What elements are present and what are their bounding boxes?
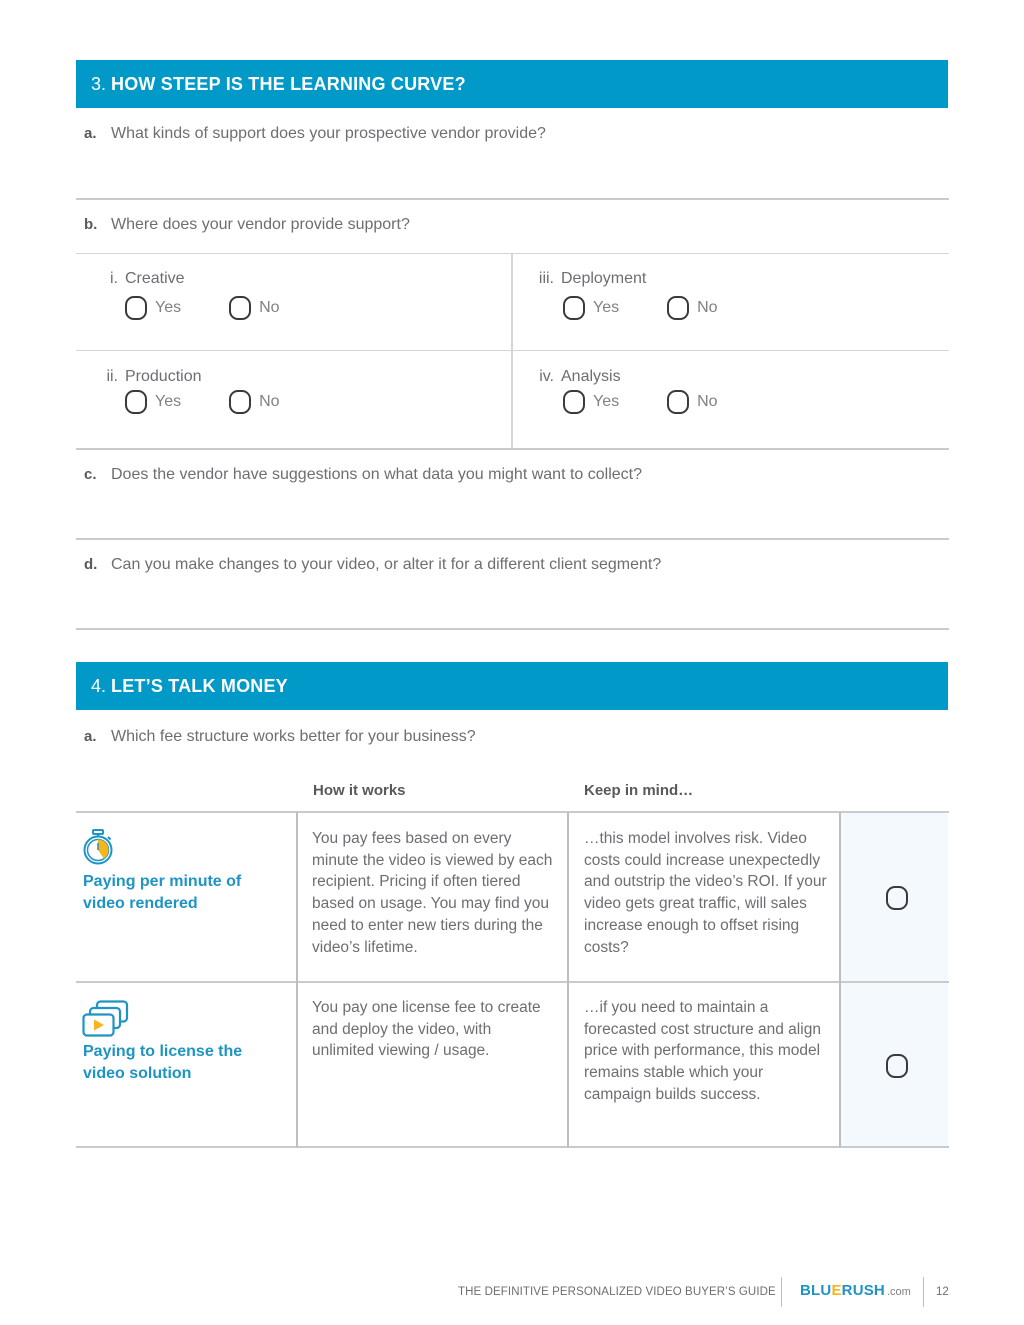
section-number: 4.: [91, 675, 107, 696]
radio-button[interactable]: [229, 296, 251, 320]
select-per-minute-radio[interactable]: [886, 886, 908, 910]
question-letter: a.: [84, 125, 97, 142]
section-title: HOW STEEP IS THE LEARNING CURVE?: [111, 73, 466, 94]
divider: [76, 628, 949, 630]
question-letter: a.: [84, 728, 97, 745]
analysis-yes[interactable]: Yes: [563, 390, 619, 414]
section-number: 3.: [91, 73, 107, 94]
radio-button[interactable]: [229, 390, 251, 414]
radio-button[interactable]: [667, 390, 689, 414]
question-3c: [84, 466, 642, 484]
video-stack-icon: [82, 1000, 130, 1038]
page-number: 12: [936, 1286, 949, 1298]
analysis-radio-group: [563, 390, 718, 414]
question-text: Which fee structure works better for your business?: [111, 728, 476, 745]
section-title: LET’S TALK MONEY: [111, 675, 288, 696]
option-label: Production: [125, 368, 202, 385]
option-numeral: iii.: [538, 270, 554, 287]
row-title: Paying to license the video solution: [83, 1043, 243, 1082]
bluerush-logo: [800, 1282, 911, 1299]
stopwatch-icon: [82, 829, 114, 865]
footer-guide-title: THE DEFINITIVE PERSONALIZED VIDEO BUYER’S GUIDE: [458, 1286, 776, 1298]
divider: [76, 448, 949, 450]
question-letter: c.: [84, 466, 97, 483]
analysis-no[interactable]: No: [667, 390, 717, 414]
keep-in-mind-cell: …this model involves risk. Video costs could increase unexpectedly and outstrip the video’s ROI. If your video gets great traffic, will sales increase enough to offset rising costs?: [584, 830, 827, 956]
table-column-divider: [296, 812, 298, 1147]
table-divider: [76, 1146, 949, 1148]
deployment-radio-group: [563, 296, 718, 320]
option-label: Creative: [125, 270, 185, 287]
question-letter: d.: [84, 556, 98, 573]
question-3d: [84, 556, 661, 574]
table-column-divider: [839, 812, 841, 1147]
deployment-yes[interactable]: Yes: [563, 296, 619, 320]
how-it-works-cell: You pay one license fee to create and deploy the video, with unlimited viewing / usage.: [312, 999, 541, 1060]
production-no[interactable]: No: [229, 390, 279, 414]
support-option-creative: [92, 270, 185, 288]
row-title: Paying per minute of video rendered: [83, 873, 242, 912]
column-header-how-it-works: How it works: [313, 782, 406, 799]
option-label: Deployment: [561, 270, 647, 287]
section-3-banner: [76, 60, 948, 108]
section-4-banner: [76, 662, 948, 710]
divider: [76, 538, 949, 540]
option-numeral: i.: [110, 270, 118, 287]
table-column-divider: [567, 812, 569, 1147]
table-divider: [76, 981, 949, 983]
radio-button[interactable]: [563, 390, 585, 414]
production-radio-group: [125, 390, 280, 414]
column-header-keep-in-mind: Keep in mind…: [584, 782, 694, 799]
radio-button[interactable]: [667, 296, 689, 320]
divider: [76, 198, 949, 200]
creative-no[interactable]: No: [229, 296, 279, 320]
creative-yes[interactable]: Yes: [125, 296, 181, 320]
logo-wordmark: BLUERUSH: [800, 1282, 885, 1299]
question-3b: [84, 216, 410, 234]
table-divider: [76, 811, 949, 813]
how-it-works-cell: You pay fees based on every minute the video is viewed by each recipient. Pricing if often tiered based on usage. You may find you need to enter new tiers during the video’s lifetime.: [312, 830, 553, 956]
footer-separator: [923, 1277, 924, 1307]
question-text: What kinds of support does your prospective vendor provide?: [111, 125, 546, 142]
question-text: Does the vendor have suggestions on what data you might want to collect?: [111, 466, 642, 483]
logo-domain: .com: [886, 1286, 911, 1298]
radio-button[interactable]: [125, 390, 147, 414]
select-license-radio[interactable]: [886, 1054, 908, 1078]
grid-divider: [511, 253, 513, 449]
radio-button[interactable]: [125, 296, 147, 320]
footer-separator: [781, 1277, 782, 1307]
support-option-deployment: [526, 270, 646, 288]
creative-radio-group: [125, 296, 280, 320]
support-option-analysis: [526, 368, 621, 386]
question-text: Can you make changes to your video, or alter it for a different client segment?: [111, 556, 662, 573]
question-letter: b.: [84, 216, 98, 233]
deployment-no[interactable]: No: [667, 296, 717, 320]
production-yes[interactable]: Yes: [125, 390, 181, 414]
option-numeral: ii.: [106, 368, 118, 385]
option-label: Analysis: [561, 368, 621, 385]
keep-in-mind-cell: …if you need to maintain a forecasted cost structure and align price with performance, this model remains stable which your campaign builds success.: [584, 999, 821, 1103]
radio-button[interactable]: [563, 296, 585, 320]
question-3a: [84, 125, 546, 143]
question-4a: [84, 728, 476, 746]
option-numeral: iv.: [539, 368, 554, 385]
support-option-production: [92, 368, 202, 386]
question-text: Where does your vendor provide support?: [111, 216, 410, 233]
